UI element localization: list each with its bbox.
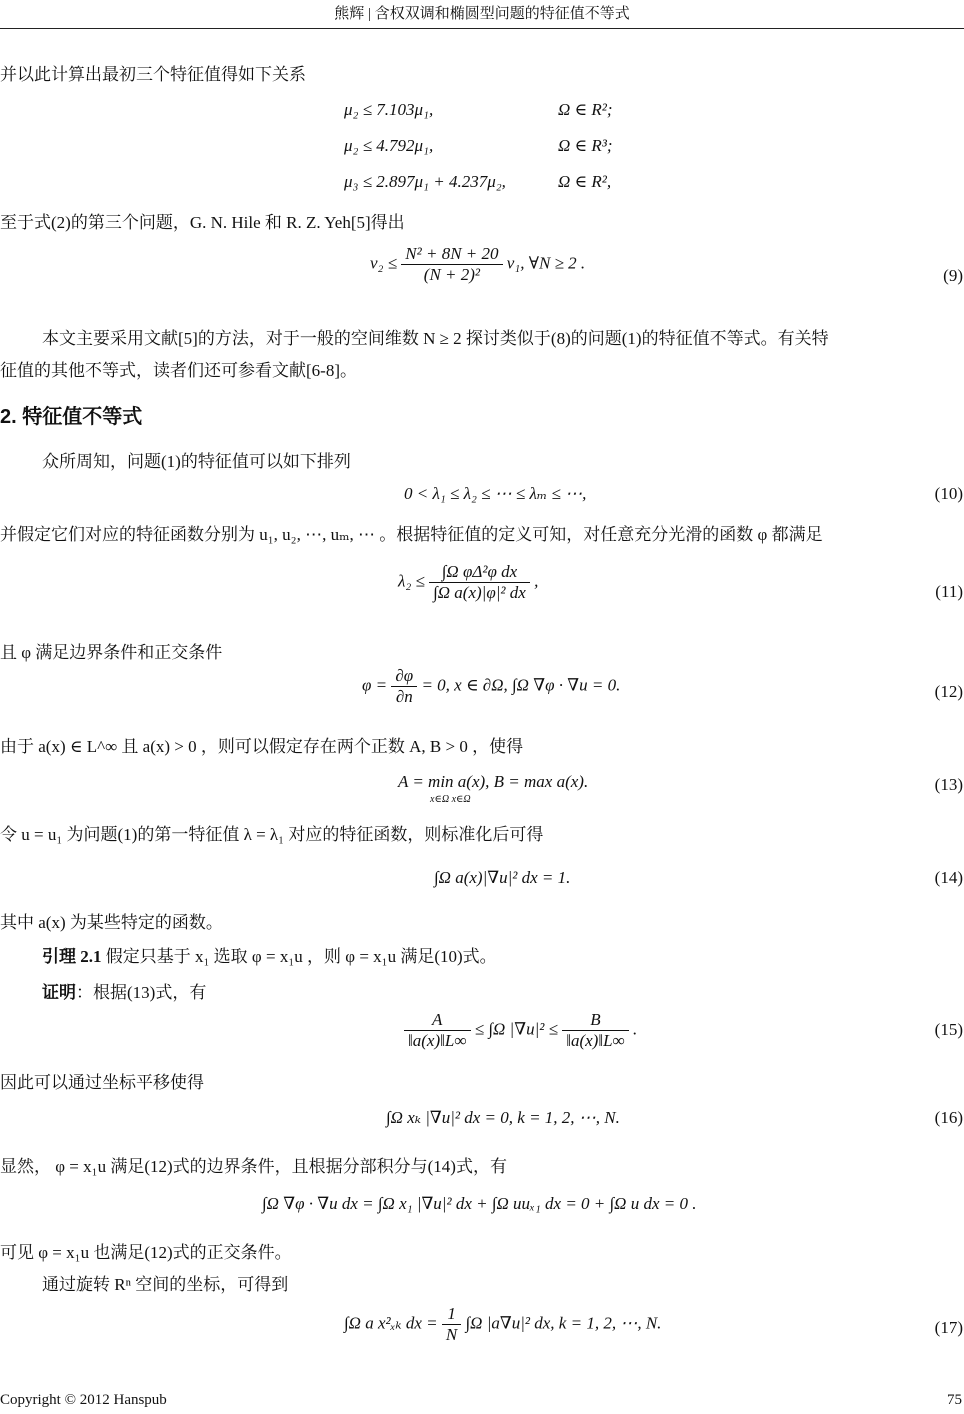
equation-number-17: (17) — [934, 1318, 963, 1337]
lemma-label: 引理 2.1 — [42, 947, 102, 966]
equation-9 — [370, 244, 585, 285]
paragraph-method-2: 征值的其他不等式，读者们还可参看文献[6-8]。 — [0, 361, 357, 380]
equation-number-12: (12) — [934, 682, 963, 701]
relation-1-lhs: μ₂ ≤ 7.103μ₁, — [344, 100, 434, 119]
relation-2-lhs: μ₂ ≤ 4.792μ₁, — [344, 136, 434, 155]
equation-number-15: (15) — [934, 1020, 963, 1039]
proof-text: ：根据(13)式，有 — [76, 983, 207, 1002]
paragraph-eigenfunctions: 并假定它们对应的特征函数分别为 u₁, u₂, ⋯, uₘ, ⋯ 。根据特征值的定义可知，对任意充分光滑的函数 φ 都满足 — [0, 525, 823, 544]
equation-13: A = min a(x), B = max a(x). — [398, 772, 589, 791]
paragraph-rotation: 通过旋转 Rⁿ 空间的坐标，可得到 — [42, 1275, 289, 1294]
eq11-denominator: ∫Ω a(x)|φ|² dx — [433, 583, 526, 602]
eq17-denominator: N — [445, 1325, 458, 1344]
lemma-text: 假定只基于 x₁ 选取 φ = x₁u ，则 φ = x₁u 满足(10)式。 — [101, 947, 497, 966]
equation-number-13: (13) — [934, 775, 963, 794]
eq12-numerator: ∂φ — [391, 666, 417, 687]
paragraph-ordering: 众所周知，问题(1)的特征值可以如下排列 — [42, 452, 351, 471]
eq12-rhs: = 0, x ∈ ∂Ω, ∫Ω ∇φ · ∇u = 0. — [421, 675, 621, 695]
running-head: 熊辉 | 含权双调和椭圆型问题的特征值不等式 — [334, 6, 630, 22]
header-rule — [0, 28, 964, 29]
relation-3-rhs: Ω ∈ R², — [558, 172, 612, 191]
paragraph-function: 其中 a(x) 为某些特定的函数。 — [0, 913, 223, 932]
eq9-denominator: (N + 2)² — [423, 265, 481, 284]
paragraph-orthogonal: 可见 φ = x₁u 也满足(12)式的正交条件。 — [0, 1243, 292, 1262]
eq11-lhs: λ₂ ≤ — [398, 571, 425, 591]
relation-1-rhs: Ω ∈ R²; — [558, 100, 613, 119]
paragraph-bounds: 由于 a(x) ∈ L^∞ 且 a(x) > 0 ，则可以假定存在两个正数 A, B > 0 ，使得 — [0, 737, 524, 756]
relation-2-rhs: Ω ∈ R³; — [558, 136, 613, 155]
paragraph-translation: 因此可以通过坐标平移使得 — [0, 1073, 204, 1092]
equation-number-9: (9) — [943, 266, 963, 285]
eq15-numerator-left: A — [404, 1010, 471, 1031]
equation-14: ∫Ω a(x)|∇u|² dx = 1. — [434, 868, 571, 887]
section-heading: 2. 特征值不等式 — [0, 406, 143, 428]
eq15-middle: ≤ ∫Ω |∇u|² ≤ — [474, 1019, 558, 1039]
paragraph-boundary: 且 φ 满足边界条件和正交条件 — [0, 643, 223, 662]
eq15-denominator-right: ‖a(x)‖L∞ — [566, 1031, 625, 1050]
eq9-rhs: v₁, ∀N ≥ 2 . — [506, 253, 586, 273]
equation-13-subscripts: x∈Ω x∈Ω — [430, 794, 471, 805]
equation-number-11: (11) — [935, 582, 963, 601]
paragraph-method-1: 本文主要采用文献[5]的方法，对于一般的空间维数 N ≥ 2 探讨类似于(8)的问题(1)的特征值不等式。有关特 — [42, 329, 829, 348]
eq15-end: . — [632, 1019, 638, 1039]
eq12-lhs: φ = — [362, 675, 388, 695]
equation-10: 0 < λ₁ ≤ λ₂ ≤ ⋯ ≤ λₘ ≤ ⋯, — [404, 484, 587, 503]
eq15-fraction-right — [562, 1010, 629, 1051]
proof — [42, 982, 206, 1004]
eq9-fraction — [401, 244, 502, 285]
page-number: 75 — [947, 1392, 962, 1408]
paragraph-normalize: 令 u = u₁ 为问题(1)的第一特征值 λ = λ₁ 对应的特征函数，则标准化后可得 — [0, 825, 544, 844]
eq12-fraction — [391, 666, 417, 707]
eq17-rhs: ∫Ω |a∇u|² dx, k = 1, 2, ⋯, N. — [465, 1313, 662, 1333]
equation-12 — [362, 666, 620, 707]
equation-unnumbered: ∫Ω ∇φ · ∇u dx = ∫Ω x₁ |∇u|² dx + ∫Ω uuₓ₁ dx = 0 + ∫Ω u dx = 0 . — [262, 1194, 697, 1213]
eq11-numerator: ∫Ω φΔ²φ dx — [429, 562, 530, 583]
footer-copyright: Copyright © 2012 Hanspub — [0, 1392, 167, 1408]
eq11-fraction — [429, 562, 530, 603]
paragraph-obviously: 显然， φ = x₁u 满足(12)式的边界条件，且根据分部积分与(14)式，有 — [0, 1157, 507, 1176]
eq17-fraction — [442, 1304, 461, 1345]
proof-label: 证明 — [42, 983, 76, 1002]
equation-16: ∫Ω xₖ |∇u|² dx = 0, k = 1, 2, ⋯, N. — [386, 1108, 620, 1127]
paragraph-hile-yeh: 至于式(2)的第三个问题，G. N. Hile 和 R. Z. Yeh[5]得出 — [0, 213, 405, 232]
eq12-denominator: ∂n — [395, 687, 413, 706]
eq11-rhs: , — [534, 571, 539, 591]
eq15-numerator-right: B — [562, 1010, 629, 1031]
paragraph-intro: 并以此计算出最初三个特征值得如下关系 — [0, 65, 306, 84]
eq17-lhs: ∫Ω a x²ₓₖ dx = — [344, 1313, 438, 1333]
eq9-numerator: N² + 8N + 20 — [401, 244, 502, 265]
equation-11 — [398, 562, 538, 603]
equation-15 — [404, 1010, 637, 1051]
equation-17 — [344, 1304, 661, 1345]
equation-number-16: (16) — [934, 1108, 963, 1127]
equation-number-10: (10) — [934, 484, 963, 503]
eq17-numerator: 1 — [442, 1304, 461, 1325]
eq9-lhs: v₂ ≤ — [370, 253, 398, 273]
eq15-denominator-left: ‖a(x)‖L∞ — [408, 1031, 467, 1050]
relation-3-lhs: μ₃ ≤ 2.897μ₁ + 4.237μ₂, — [344, 172, 506, 191]
lemma — [42, 946, 497, 968]
equation-number-14: (14) — [934, 868, 963, 887]
eq15-fraction-left — [404, 1010, 471, 1051]
